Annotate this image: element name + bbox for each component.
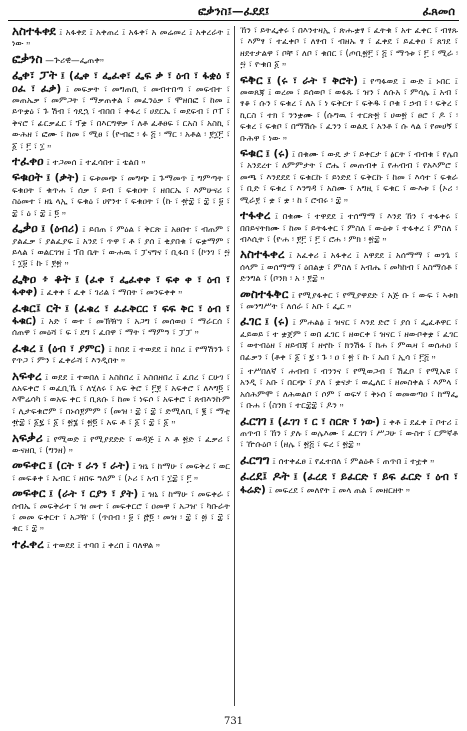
entry-headword: ፈገር: [240, 314, 262, 329]
entry-headword: ተፋቀረ: [240, 208, 271, 223]
entry-forms: ፤ (ፈረደ ፣ ይፈርድ ፣ ይፍ ፈርድ ፣ ዕብ ፣ ፋሬድ): [240, 471, 458, 496]
entry-forms: ፤ (ሩ ፣ ራት ፣ ቅሮት): [267, 74, 358, 87]
dictionary-entry: [12, 271, 230, 300]
entry-forms: ፤ (ፌቀ ፣ ፌፈቀ፣ ፌፍ ቃ ፣ ዕብ ፣ ፋቋዕ ፣ ዐፈ ፣ ፈቃ): [12, 70, 230, 95]
entry-forms: ፤ (ሩ): [265, 148, 290, 161]
entry-headword: ፈቁረ: [12, 340, 36, 355]
entry-headword: ተፈቀዐ: [12, 154, 44, 169]
dictionary-entry: [12, 26, 230, 51]
entry-headword: ፈቁር፤ ርት: [12, 300, 61, 315]
left-column: [12, 26, 230, 706]
dictionary-entry: [12, 488, 230, 536]
dictionary-entry: [12, 460, 230, 485]
entry-headword: ፈርግግ: [240, 452, 270, 467]
entry-headword: አፍቀረ: [12, 368, 42, 383]
dictionary-entry: [240, 249, 458, 285]
entry-headword: ፎቃንስ: [12, 51, 43, 66]
entry-headword: ተፈቀረ: [12, 536, 44, 551]
entry-forms: ፤ (ሩ): [264, 316, 289, 329]
dictionary-entry: [12, 536, 230, 552]
dictionary-entry: [12, 300, 230, 340]
entry-forms: ፤ (ቃት): [46, 172, 80, 185]
entry-definition: ፤ የሚወድ ፤ የሚያደድድ ፣ ወዳጅ ፤ እ ቶ ፳ድ ፣ ፈቃሪ ፣ ውናዘቢ ፣ (ግንዘ) ።: [12, 434, 230, 456]
entry-headword: ፍቁዐት: [12, 170, 43, 185]
running-header: [8, 4, 459, 21]
entry-definition: ፤ ይበጠ ፣ ምዕል ፣ ቅርጽ ፤ አፀበተ ፣ ብጠም ፣ ያልፈቃ ፣ ያልፈያፍ ፤ አንደ ፣ ጥዋ ፣ ቶ ፣ ያሰ ፤ ቂያበቁ ፣ ፍቋማም ፣ ይላል ፣ ወልርገዝ ፤ ፕበ ቤት ፣ ውሐዉ ፣ ፓናግና ፣ ቢፋበ ፣ (ኮንገ ፣ ፵ ፣ ፲፱ ፣ ኩ ፣ ፻፳ ።: [12, 225, 230, 270]
entry-definition: ፤ አፋቀደ ፤ አቀጠረ ፤ አፋቀ፣ አ መሬመረ ፤ አቀረራት ፤ ነው ።: [12, 28, 230, 50]
dictionary-entry: [240, 316, 458, 364]
entry-forms: ፤ (ዕብሪ): [41, 223, 79, 236]
entry-headword: አስተፋቀረ: [240, 247, 285, 262]
entry-definition: ፤ አፈቀሪ ፤ አፋቀረ ፤ አዋደደ ፤ አሰማማ ፣ ወንጌ ፣ ሰላም ፤ ወሰማማ ፣ ዕበልቋ ፣ ምስለ ፣ አብሔ ፣ መካከብ ፣ አስማሰቶ ፣ ድንግል ፣ (ቦንክ ፡ አ ፡ ፻፰ ።: [240, 251, 458, 285]
dictionary-entry: [12, 223, 230, 271]
entry-forms: ፤ (ፈቁረ ፣ ፈፈቅርር ፣ ፍፍ ቅር ፣ ዕብ ፣ ፋቁር): [12, 302, 230, 327]
dictionary-entry: [12, 368, 230, 430]
dictionary-entry: [12, 51, 230, 67]
entry-definition: ፤ በቁሙ ፣ ተዋደደ ፤ ተሰማማ ፣ እንደ ኸን ፣ ተፋቀሩ ፣ በበይናትክሙ ፣ ከመ ፣ ይትፋቀር ፣ ምስለ ፣ ውዕቱ ፣ ተፋቀረ ፣ ምስለ ፣ ብእሲት ፣ (ዮሐ ፡ ፻፫ ፣ ፫ ፣ ሮሐ ፡ ምክ ፡ ፳፰ ።: [240, 212, 458, 245]
entry-headword: ፍቁር: [240, 146, 263, 161]
dictionary-entry: [240, 471, 458, 497]
entry-definition: ፤ ከበደ ፤ ተወደደ ፤ ከበረ ፤ የማሽንጉ ፣ የጥጋ ፣ ምን ፣ ፈቀራሻ ፣ እንዲበት ።: [12, 344, 230, 367]
entry-headword: ፌቅዐ ፥ ቆት: [12, 271, 71, 286]
dictionary-entry: [240, 210, 458, 246]
dictionary-entry: [240, 452, 458, 468]
entry-headword: አፍቃሪ: [12, 430, 43, 445]
entry-definition: ፤ ተሥበለኛ ፣ ሐብብ ፣ ብንንና ፣ የሚወጋብ ፣ ሽፈቦ ፣ የሚኤዩ ፣ አንዲ ፣ አቡ ፣ በርጭ ፣ ያለ ፣ ቋናታ ፣ ወፌለር ፣ ዘመስቀል ፣ እምላ ፣ አሰሕምሞ ፣ ለሕወልቦ ፣ ሶም ፣ ወፍሃ ፣ ቅኑሰ ፣ ወመወጣዐ ፣ ከማፌ ፣ ቡሐ ፣ (ስንክ ፣ ተር፰፰ ፣ ዶን ።: [240, 366, 458, 412]
entry-forms: ፤ (ዕብ ፣ ያምር): [39, 342, 106, 355]
dictionary-entry: [12, 172, 230, 220]
entry-definition: ፤ የሚያፋቀር ፣ የሚያዋደድ ፣ አጅ ቡ ፣ ውፍ ፣ ኣቱክ ፣ መንግሥት ፣ ለሰራ ፣ አቡ ፣ ፌር ።: [240, 290, 458, 312]
entry-definition: ፤ መፍቃት ፣ መግጠቢ ፣ መብተበጣ ፣ መፍብተ ፣ መጠኤቃ ፣ መምጋት ፣ ማቃጠቀል ፣ መፈንዕቃ ፣ ሞዘበፎ ፣ ከመ ፤ ይጥቋዕ ፣ ጉ ሽብ ፣ ጎዴኋ ፣ ብበበ ፣ ቀፋረ ፣ ሀደርኤ ፣ ወደፍብ ፣ ቦፐ ፣ ቅናሮ ፣ ፊርቃፈር ፣ ፕቋ ፣ በእርግዋቃ ፣ ለቶ ፈቶፀፍ ፣ ርአስ ፣ አስኪ ፣ ውሕዘ ፣ ፎሙ ፣ ከመ ፣ ሚፀ ፣ (ዮብፎ ፡ ፉ ፭ ፡ ማር ፡ አቶል ፡ ፻፲፫ ፣ ፩ ፣ ፫ ፣ ፲ ።: [12, 84, 230, 152]
dictionary-entry: [240, 26, 458, 72]
entry-headword: ፈርገገ: [240, 413, 267, 428]
entry-definition: ፤ ፍቱመጭ ፣ መግጭ ፤ ጉማመጥ ፤ ግምጣት ፣ ፍቁዐት ፣ ቁጥሐ ፣ ሰቃ ፣ ይብ ፣ ፍቁዐት ፣ ዘበርኤ ፣ እምሁናሪ ፣ ስዕመተ ፣ ዘኒ ላኢ ፣ ፍቁዕ ፣ ሀየንተ ፣ ፍቁዐት ፣ (ኩ ፣ ፹፰ ፣ ፰ ፣ ፱ ፣ ፰ ፣ ዕ ፣ ፰ ፤ ፬ ።: [12, 174, 230, 219]
entry-forms: ፤ (ርት ፣ ራን ፣ ራት): [48, 460, 130, 473]
entry-definition: ፤ በቁሙ ፣ ውዴ ታ ፣ ይቀርታ ፣ ፅርት ፣ ብብቁ ፣ የሌበ ፣ አንደረተ ፣ ለምምታት ፣ ሮሔ ፣ መጠብቀ ፤ የሐብብ ፣ የአእምሮ ፣ መጫ ፣ እንደደደ ፣ ፍቁርኩ ፣ ይነድደ ፣ ፍቅርኩ ፣ ከመ ፣ እሳተ ፣ ፍቁራ ፣ ቢድ ፣ ፍቁረ ፣ እንግዳ ፣ አስሙ ፣ አግዚ ፣ ፍቁር ፣ ውእቱ ፣ (ኦሪ ፡ ሚራ፻ ፣ ቋ ፣ ቋ ፡ ከ ፣ ሮብሩ ፡ ፰ ።: [240, 150, 458, 206]
dictionary-entry: [240, 413, 458, 452]
entry-definition: ፤ ተወደደ ፤ ተባበ ፤ ቀረበ ፤ ባለዋል ።: [46, 540, 161, 551]
entry-definition: ፤ ምሐልፅ ፤ ዝናር ፣ እንደ ድሮ ፣ ያሰ ፣ ፌፈቶዋር ፣ ፈይወይ ፣ ተ ቋጀም ፣ ወበ ፈገር ፣ ዘወርቀ ፣ ዝናር ፣ ዘውቦቀቋ ፣ ፈገር ፣ ወተብዕዘ ፣ ዘይብጃ ፣ ዘኖኩ ፣ ክንሽፋ ፣ ከሐ ፣ ምዉዛ ፣ ወሰሐዐ ፣ በፊቃን ፣ (ቶቀ ፣ ፩ ፣ ፯ ፡ ጉ ፡ ዐ ፣ ፳ ፣ ኩ ፣ ኡበ ፣ ኢሳ ፣ ፫፭ ።: [240, 318, 458, 363]
entry-forms: ፤ (ራት ፣ ርያን ፣ ያት): [48, 488, 139, 501]
entry-forms: ፤ (ፈገገ ፣ ር ፣ ስርጽ ፣ ነው): [269, 415, 380, 428]
page-number: 731: [223, 716, 244, 727]
dictionary-entry: [240, 367, 458, 413]
dictionary-entry: [240, 286, 458, 314]
entry-headword: ፌቃዐ: [12, 221, 38, 236]
entry-headword: ፈረደ፤ ዶት: [240, 469, 290, 484]
dictionary-entry: [12, 430, 230, 458]
entry-headword: ፌቀ፣ ፓት: [12, 68, 58, 83]
entry-definition: ፤ ቀቶ ፤ ደፈቀ ፤ ቦተሪ ፤ ጠጥብ ፣ ኸን ፣ ያሉ ፣ ወሌእሙ ፣ ፈርገገ ፣ ሥጋሁ ፣ ውስተ ፣ ርምኛቶ ፣ ዅሱዕቦ ፣ (ዘሌ ፣ ፳፭ ፣ ፍረ ፣ ፳፰ ።: [240, 417, 458, 451]
entry-headword: መስተፋቅር: [240, 286, 289, 301]
dictionary-entry: [12, 156, 230, 169]
entry-definition: ፤ ዝኒ ፣ ከማሁ ፣ መፍቀራ ፣ ሰብኤ ፣ መፍቅራተ ፣ ዝ መተ ፣ መፍቀርሮ ፣ ዐመዋ ፣ አጋዠ ፣ ካቡራት ፣ መመ ፍቀርተ ፣ አጋዥ ፣ (ጥበብ ፡ ፱ ፣ ፸፬ ፡ መዝ ፡ ፰ ፣ ፴ ፣ ፰ ፣ ቁር ፣ ፰ ።: [12, 490, 230, 535]
entry-definition: —ጕሪዊ—ፌጠቀ።: [45, 55, 105, 66]
entry-headword: አስተፋቀደ: [12, 26, 56, 38]
running-head: ፎቃንስ፤—ፈደደ፤: [198, 4, 270, 18]
entry-headword: ፍቅር: [240, 72, 263, 87]
dictionary-entry: [240, 72, 458, 145]
dictionary-entry: [12, 70, 230, 153]
entry-definition: ኸን ፣ ይትፌቀሩ ፣ በእንተዛኢ ፣ ጽሑቋፃ ፣ ፈትቁ ፣ አተ ፈቀር ፣ ብፃጹ ፣ እምፃ ፣ ተፈቀቦ ፣ ለፃብ ፣ ብዘኡ ፃ ፣ ፈቀደ ፣ ይፈቀዐ ፣ ጸገደ ፣ ዘደተታልዋ ፣ ቦቸ ፣ ለቦ ፣ ቁበር ፣ (ጦቢ፳፫ ፣ ፭ ፣ ማኅቱ ፣ ፫ ፣ ሚራ ፡ ፵ ፣ ዮቁበ ፩ ።: [240, 26, 458, 71]
entry-definition: ፤ የጣፋወደ ፤ ውድ ፤ ኑበር ፤ መወጸጃ ፤ ወረመ ፣ ይሰወቦ ፣ ወፋጹ ፣ ዝን ፣ ለሱአ ፣ ምሳሌ ፤ አብ ፣ ፃቆ ፣ ሱን ፣ ፍቁረ ፣ ለአ ፣ ነ ፍቅርተ ፣ ፍቅዱ ፣ ቦቁ ፣ ኃብ ፣ ፡ ፍቅረ ፣ ኪርስ ፣ ተክ ፣ ንንቋሙ ፣ (ሱግዉ ፣ ተርጽ፳ ፣ ሀወ፳ ፣ ፀሮ ፣ ዶ ፣ ፡ ፍቁረ ፣ ፍቁቦ ፣ በማሽሱ ፣ ፈንን ፣ ወልዴ ፣ አንቶ ፣ ሱ ላል ፣ የመሀኝ ፣ ቡሕዋ ፣ ነው ።: [240, 76, 458, 144]
entry-headword: መፍቀር: [12, 458, 46, 473]
dictionary-entry: [240, 148, 458, 207]
entry-headword: መፍቀር: [12, 486, 46, 501]
column-divider: [234, 26, 235, 706]
entry-forms: ፤ (ፈቀ ፣ ፌፈቀቀ ፣ ፍቀ ቀ ፣ ዕብ ፣ ፋቀቀ): [12, 273, 230, 299]
entry-definition: ፤ ሰተቀፈፀ ፤ የፈተበለ ፣ ምልዕቶ ፣ ጠጥበ ፤ ተቷቀ ።: [272, 456, 435, 467]
entry-definition: ፤ መፍረደ ፣ መለየት ፤ መላ ጠል ፣ መዘርዘት ።: [268, 485, 411, 496]
entry-definition: ፤ ዝኒ ፣ ከማሁ ፣ መፍቅረ ፣ ወር ፣ መፍቆቀ ፣ ኡብር ፣ ዘበፍ ዓለም ፣ (ኦሪ ፣ አብ ፣ ፲፰ ፣ ፫ ።: [12, 462, 230, 484]
entry-definition: ፤ አድ ፣ ወተ ፣ መኽዥገ ፣ አጋግ ፣ መሰወዐ ፣ ማራርሰ ፣ ሰጠዋ ፣ መዕሻ ፣ ፍ ፣ ደግ ፣ ፈበዋ ፣ ማት ፣ ማምዓ ፣ ፓፓ ።: [12, 316, 230, 339]
entry-definition: ፤ ተጋመሰ ፤ ተፈሳበተ ፤ ቴልበ ።: [46, 158, 146, 169]
entry-definition: ፤ ወደደ ፤ ተወበለ ፤ አስከበረ ፤ አስበዘበረ ፤ ፈበረ ፣ ርሁገ ፣ ለአፍቀሮ ፣ ወፈቢኼ ፣ ለሂለሩ ፣ አፍ ቅሮ ፣ ፫፻ ፣ አፍቀሮ ፣ ለእግ፬ ፣ እሞሬሳካ ፣ ወአፍ ቀር ፣ ቢጸሱ ፣ ከመ ፣ ነፍሶ ፣ አፍቀሮ ፣ ጸብእንኩም ፣ ሊታፍቁሮም ፣ በኑሰ፻ምም ፣ (መዝ ፡ ፰ ፣ ፰ ፣ ድሚለቢ ፣ ፪ ፣ ማቲ ፹፰ ፣ ፩፯ ፣ ፩ ፣ ፳፮ ፣ ፳፬ ፣ አፍ ቶ ፣ ፩ ፣ ፰ ፣ ፩ ።: [12, 372, 230, 429]
right-column: [240, 26, 458, 706]
entry-definition: ፤ ፈቀቀ ፣ ፈቀ ፣ ገሪል ፣ ማበት ፣ መንፍቀቀ ።: [40, 288, 183, 299]
dictionary-entry: [12, 340, 230, 368]
running-head-right: ፈጸመሰ: [422, 4, 455, 18]
